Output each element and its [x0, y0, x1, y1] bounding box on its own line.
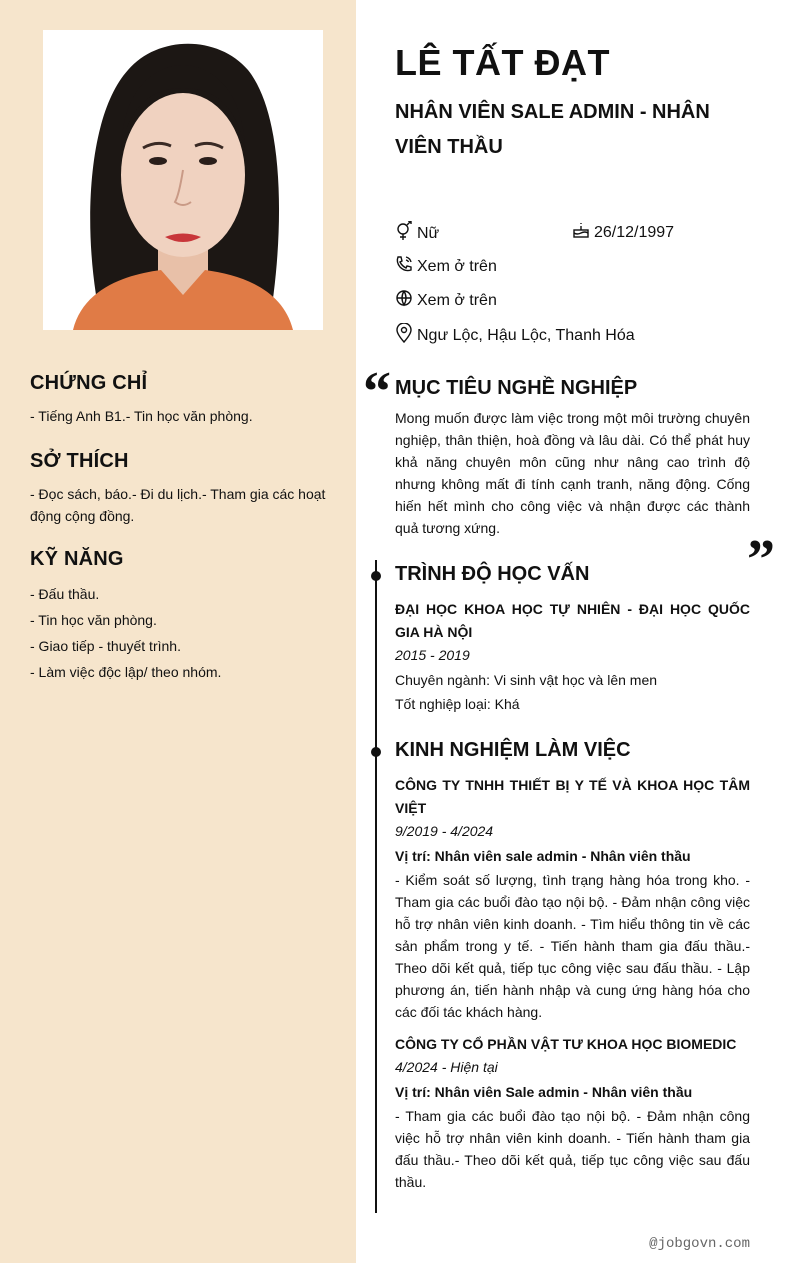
skill-item: - Đấu thầu. [30, 586, 100, 602]
hobbies-title: SỞ THÍCH [30, 450, 129, 472]
skills-section [30, 548, 340, 685]
job-description: - Tham gia các buổi đào tạo nội bộ. - Đảm nhận công việc hỗ trợ nhân viên kinh doanh. - Tiến hành tham gia đấu thầu.- Theo dõi kết quả, tiếp tục công việc sau đấu thầu. [395, 1108, 750, 1190]
experience-title: KINH NGHIỆM LÀM VIỆC [395, 739, 631, 761]
objective-title: MỤC TIÊU NGHỀ NGHIỆP [395, 377, 638, 399]
skills-title: KỸ NĂNG [30, 548, 124, 570]
address-row [395, 323, 635, 348]
website-value: Xem ở trên [417, 291, 497, 309]
timeline-dot [371, 571, 381, 581]
gender-value: Nữ [417, 224, 440, 242]
timeline-dot [371, 747, 381, 757]
job-position: Vị trí: Nhân viên Sale admin - Nhân viên thầu [395, 1084, 693, 1100]
globe-icon [395, 289, 417, 312]
hobbies-text: - Đọc sách, báo.- Đi du lịch.- Tham gia các hoạt động cộng đồng. [30, 486, 326, 524]
open-quote-icon: “ [363, 361, 391, 423]
certificates-section [30, 372, 340, 427]
job-period: 9/2019 - 4/2024 [395, 823, 494, 839]
hobbies-section [30, 450, 340, 527]
skill-item: - Giao tiếp - thuyết trình. [30, 638, 181, 654]
address-value: Ngư Lộc, Hậu Lộc, Thanh Hóa [417, 326, 635, 344]
certificates-text: - Tiếng Anh B1.- Tin học văn phòng. [30, 408, 253, 424]
skill-item: - Tin học văn phòng. [30, 612, 157, 628]
gender-icon [395, 221, 417, 246]
profile-photo [43, 30, 323, 330]
job-position: Vị trí: Nhân viên sale admin - Nhân viên thầu [395, 848, 691, 864]
candidate-name: LÊ TẤT ĐẠT [395, 42, 610, 83]
job-title: NHÂN VIÊN SALE ADMIN - NHÂN VIÊN THẦU [395, 101, 710, 158]
education-grade: Tốt nghiệp loại: Khá [395, 696, 520, 712]
education-title: TRÌNH ĐỘ HỌC VẤN [395, 563, 590, 585]
phone-icon [395, 255, 417, 278]
birthdate-value: 26/12/1997 [594, 223, 675, 241]
phone-value: Xem ở trên [417, 257, 497, 275]
phone-row [395, 255, 497, 278]
objective-text: Mong muốn được làm việc trong một môi trường chuyên nghiệp, thân thiện, hoà đồng và lâu dài. Có thể phát huy khả năng chuyên môn cũng như nâng cao trình độ nhưng không mất đi tính cạnh tranh, năng động. Cống hiến hết mình cho công việc và nhận được các thành quả tương xứng. [395, 410, 750, 536]
location-pin-icon [395, 323, 417, 348]
school-name: ĐẠI HỌC KHOA HỌC TỰ NHIÊN - ĐẠI HỌC QUỐC GIA HÀ NỘI [395, 601, 750, 640]
website-row [395, 289, 497, 312]
company-name: CÔNG TY TNHH THIẾT BỊ Y TẾ VÀ KHOA HỌC TÂM VIỆT [395, 777, 750, 816]
birthdate-row [572, 221, 674, 244]
footer-watermark: @jobgovn.com [649, 1236, 750, 1252]
certificates-title: CHỨNG CHỈ [30, 372, 148, 394]
timeline-line [375, 560, 377, 1213]
education-period: 2015 - 2019 [395, 647, 470, 663]
gender-row [395, 221, 439, 246]
job-period: 4/2024 - Hiện tại [395, 1059, 498, 1075]
company-name: CÔNG TY CỔ PHẦN VẬT TƯ KHOA HỌC BIOMEDIC [395, 1036, 737, 1052]
close-quote-icon: ” [747, 529, 775, 591]
education-major: Chuyên ngành: Vi sinh vật học và lên men [395, 672, 658, 688]
cake-icon [572, 221, 594, 244]
job-description: - Kiểm soát số lượng, tình trạng hàng hóa trong kho. - Tham gia các buổi đào tạo nội bộ. - Đảm nhận công việc hỗ trợ nhân viên kinh doanh. - Tìm hiểu thông tin về các sản phẩm trong y tế. - Tiến hành tham gia đấu thầu.- Theo dõi kết quả, tiếp tục công việc sau đấu thầu. - Lập phương án, tiến hành nhập và cung ứng hàng hóa cho các đối tác khách hàng. [395, 872, 750, 1020]
skill-item: - Làm việc độc lập/ theo nhóm. [30, 664, 222, 680]
